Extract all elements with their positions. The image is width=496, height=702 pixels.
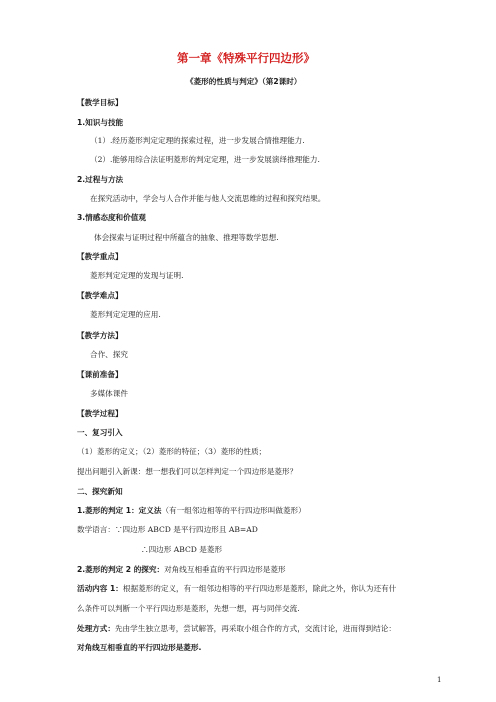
- criterion-1: [77, 505, 306, 516]
- heading-teaching-methods: 【教学方法】: [77, 331, 123, 340]
- activity-label: 活动内容 1：: [77, 584, 123, 593]
- page-title: 第一章《特殊平行四边形》: [177, 51, 315, 65]
- criterion-2-label: 2.菱形的判定 2 的探究：: [77, 565, 165, 574]
- review-line-1: （1）菱形的定义；（2）菱形的特征；（3）菱形的性质；: [77, 447, 267, 456]
- section-review: 一、复习引入: [77, 428, 123, 437]
- activity-line-1: [77, 583, 396, 594]
- heading-preparation: 【课前准备】: [77, 370, 123, 379]
- goal-item-1: （1）.经历菱形判定定理的探索过程，进一步发展合情推理能力.: [90, 136, 305, 145]
- teaching-methods-text: 合作、探究: [90, 350, 128, 359]
- criterion-1-text: （有一组邻边相等的平行四边形叫做菱形）: [161, 506, 306, 515]
- activity-line-2: 么条件可以判断一个平行四边形是菱形，先想一想，再与同伴交流.: [77, 604, 300, 613]
- handling-text-1: 先由学生独立思考，尝试解答，再采取小组合作的方式，交流讨论，进而得到结论：: [114, 624, 396, 633]
- activity-text-1: 根据菱形的定义，有一组邻边相等的平行四边形是菱形，除此之外，你认为还有什: [122, 584, 397, 593]
- difficulties-text: 菱形判定定理的应用.: [90, 310, 161, 319]
- handling-line-1: [77, 623, 396, 634]
- attitude-values-text: 体会探索与证明过程中所蕴含的抽象、推理等数学思想.: [94, 233, 279, 242]
- heading-key-points: 【教学重点】: [77, 252, 123, 261]
- handling-label: 处理方式：: [77, 624, 115, 633]
- page-number: 1: [437, 676, 442, 684]
- section-process-method: 2.过程与方法: [77, 175, 124, 184]
- criterion-1-math-language: 数学语言：∵四边形 ABCD 是平行四边形且 AB=AD: [77, 525, 258, 534]
- section-explore: 二、探究新知: [77, 487, 123, 496]
- heading-difficulties: 【教学难点】: [77, 291, 123, 300]
- section-attitude-values: 3.情感态度和价值观: [77, 213, 146, 222]
- goal-item-2: （2）.能够用综合法证明菱形的判定定理，进一步发展演绎推理能力.: [90, 155, 320, 164]
- process-method-text: 在探究活动中，学会与人合作并能与他人交流思维的过程和探究结果。: [90, 194, 326, 203]
- review-line-2: 提出问题引入新课：想一想我们可以怎样判定一个四边形是菱形？: [77, 467, 298, 476]
- key-points-text: 菱形判定定理的发现与证明.: [90, 271, 184, 280]
- handling-conclusion: 对角线互相垂直的平行四边形是菱形.: [77, 643, 202, 652]
- lesson-subtitle: 《菱形的性质与判定》（第2课时）: [186, 77, 302, 86]
- heading-teaching-process: 【教学过程】: [77, 409, 123, 418]
- criterion-2: [77, 564, 286, 575]
- criterion-1-label: 1.菱形的判定 1：定义法: [77, 506, 162, 515]
- criterion-1-conclusion: ∴四边形 ABCD 是菱形: [141, 545, 223, 554]
- heading-teaching-goals: 【教学目标】: [77, 98, 123, 107]
- section-knowledge-skills: 1.知识与技能: [77, 118, 124, 127]
- preparation-text: 多媒体课件: [90, 389, 128, 398]
- criterion-2-text: 对角线互相垂直的平行四边形是菱形: [164, 565, 286, 574]
